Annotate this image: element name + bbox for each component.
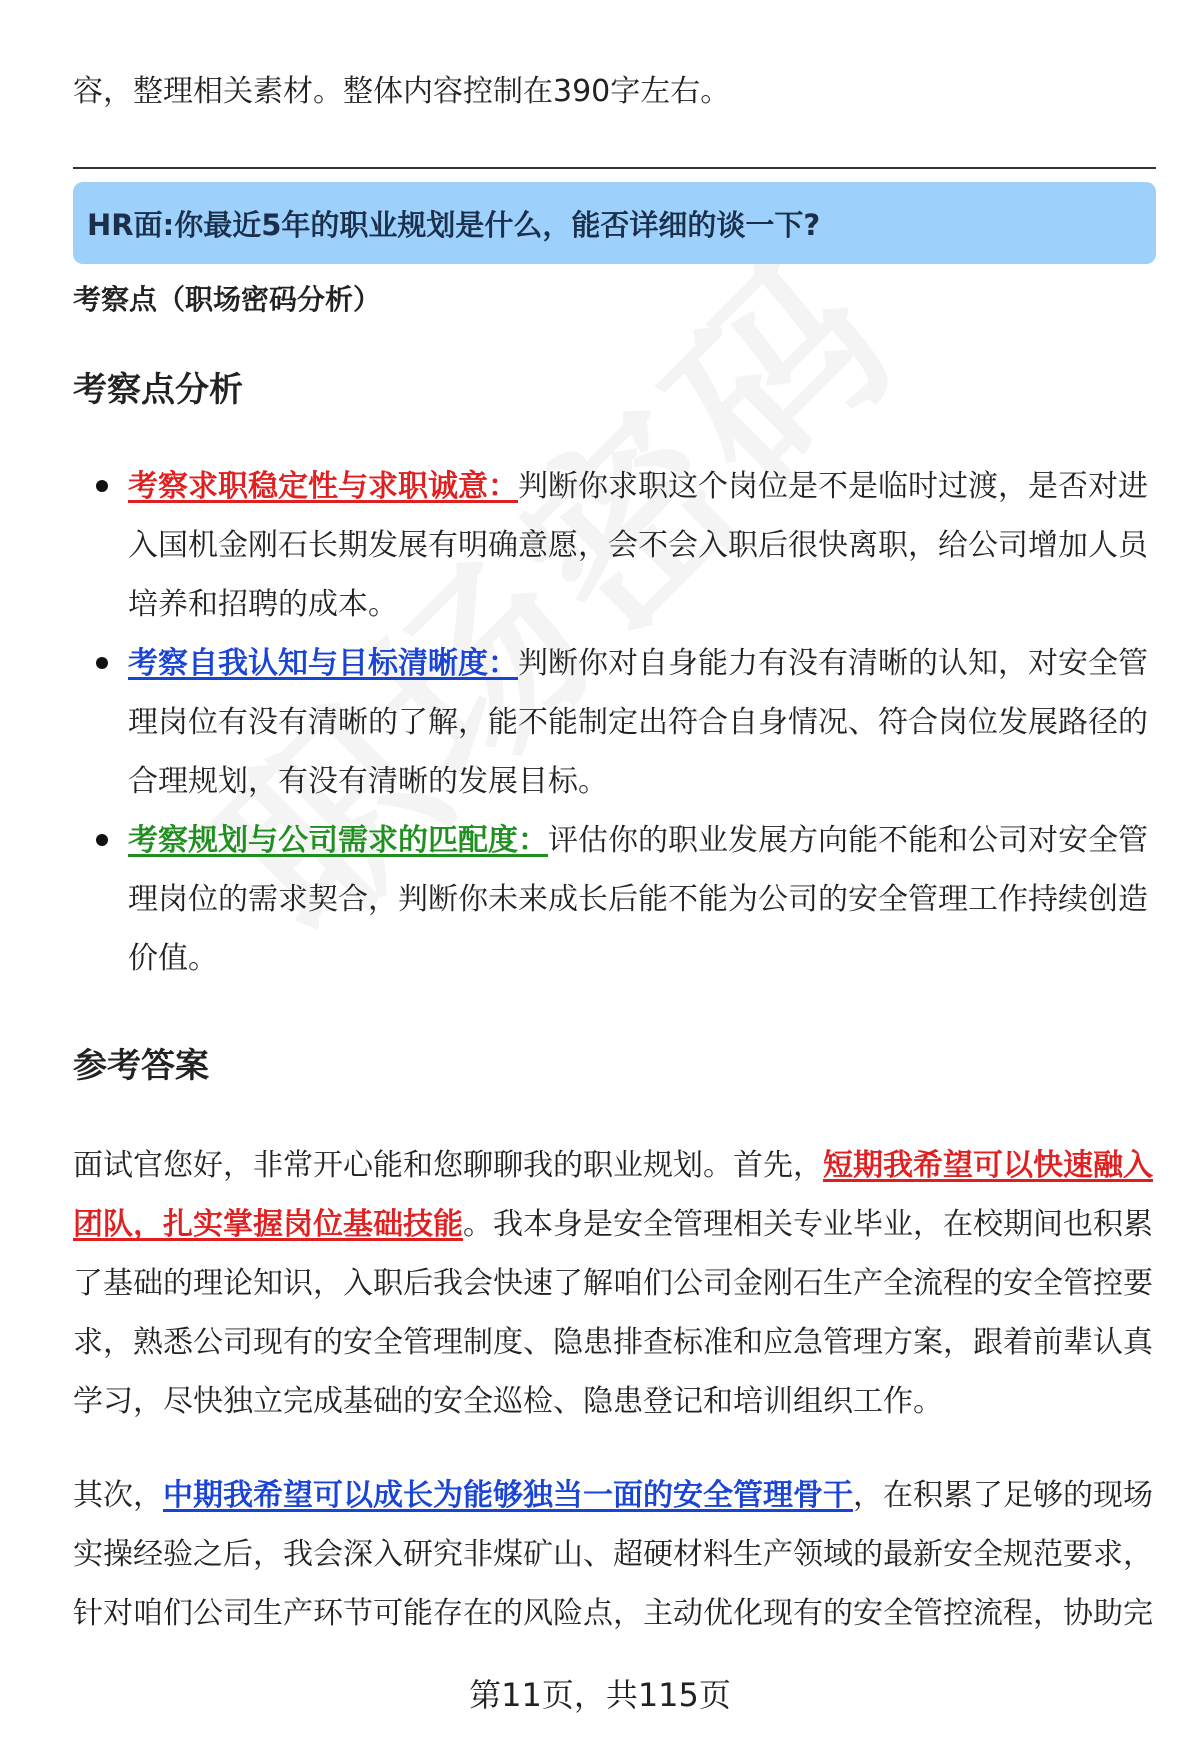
page-number: 第11页，共115页 bbox=[469, 1676, 731, 1714]
bullet-keyword: 考察自我认知与目标清晰度： bbox=[128, 646, 518, 681]
answer-text: 面试官您好，非常开心能和您聊聊我的职业规划。首先， bbox=[73, 1148, 823, 1183]
bullet-keyword: 考察规划与公司需求的匹配度： bbox=[128, 823, 548, 858]
section-divider bbox=[73, 167, 1156, 169]
bullet-dot-icon bbox=[96, 834, 108, 846]
bullet-text: 判断你对自身能力有没有清晰的认知，对安全管理岗位有没有清晰的了解，能不能制定出符合自身情况、符合岗位发展路径的合理规划，有没有清晰的发展目标。 bbox=[128, 646, 1148, 799]
bullet-text: 判断你求职这个岗位是不是临时过渡，是否对进入国机金刚石长期发展有明确意愿，会不会入职后很快离职，给公司增加人员培养和招聘的成本。 bbox=[128, 469, 1148, 622]
analysis-list bbox=[128, 457, 1148, 988]
bullet-text: 评估你的职业发展方向能不能和公司对安全管理岗位的需求契合，判断你未来成长后能不能为公司的安全管理工作持续创造价值。 bbox=[128, 823, 1148, 976]
answer-paragraph-2 bbox=[73, 1466, 1153, 1643]
answer-text: ，在积累了足够的现场实操经验之后，我会深入研究非煤矿山、超硬材料生产领域的最新安全规范要求，针对咱们公司生产环节可能存在的风险点，主动优化现有的安全管控流程，协助完 bbox=[73, 1478, 1153, 1631]
analysis-heading: 考察点分析 bbox=[73, 370, 243, 410]
list-item bbox=[128, 457, 1148, 634]
bullet-keyword: 考察求职稳定性与求职诚意： bbox=[128, 469, 518, 504]
bullet-dot-icon bbox=[96, 657, 108, 669]
answer-text: 其次， bbox=[73, 1478, 163, 1513]
bullet-dot-icon bbox=[96, 480, 108, 492]
analysis-subtitle: 考察点（职场密码分析） bbox=[73, 283, 382, 316]
answer-paragraph-1 bbox=[73, 1136, 1153, 1431]
question-banner bbox=[73, 182, 1156, 264]
answer-heading: 参考答案 bbox=[73, 1046, 209, 1086]
list-item bbox=[128, 634, 1148, 811]
answer-text: 。我本身是安全管理相关专业毕业，在校期间也积累了基础的理论知识，入职后我会快速了解咱们公司金刚石生产全流程的安全管控要求，熟悉公司现有的安全管理制度、隐患排查标准和应急管理方案，跟着前辈认真学习，尽快独立完成基础的安全巡检、隐患登记和培训组织工作。 bbox=[73, 1207, 1153, 1419]
list-item bbox=[128, 811, 1148, 988]
answer-highlight: 短期我希望可以快速融入团队，扎实掌握岗位基础技能 bbox=[73, 1148, 1153, 1242]
continued-paragraph: 容，整理相关素材。整体内容控制在390字左右。 bbox=[73, 74, 731, 109]
answer-highlight: 中期我希望可以成长为能够独当一面的安全管理骨干 bbox=[163, 1478, 853, 1513]
question-text: HR面:你最近5年的职业规划是什么，能否详细的谈一下? bbox=[87, 207, 821, 242]
